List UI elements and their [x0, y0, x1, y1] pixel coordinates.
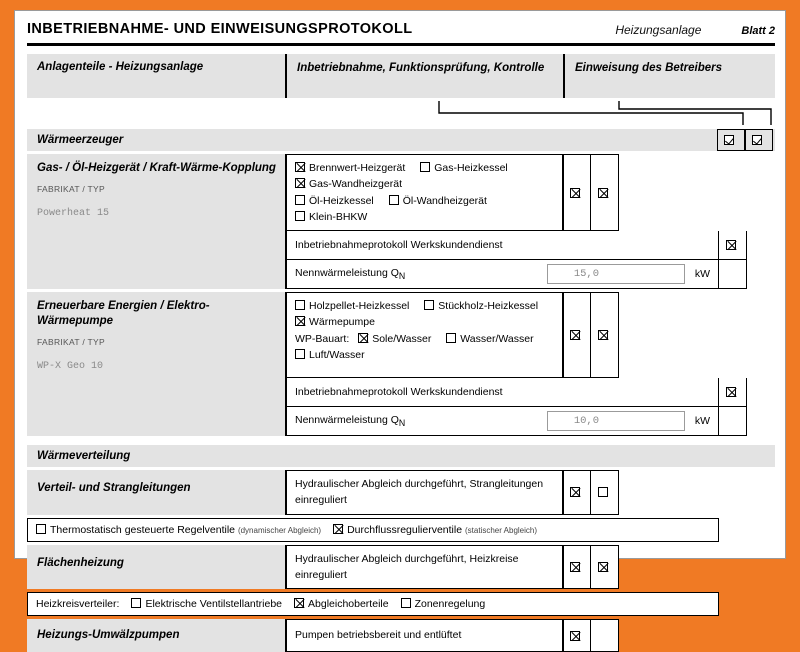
column-header-commissioning: Inbetriebnahme, Funktionsprüfung, Kontrolle [285, 54, 563, 98]
row-label-cell [27, 154, 285, 231]
section-checkbox-commissioning[interactable] [717, 129, 745, 151]
option-durchflussregulierventile[interactable]: Durchflussregulierventile (statischer Abgleich) [333, 524, 537, 536]
row-strangleitungen [27, 470, 775, 515]
nennwaermeleistung-input[interactable]: 15,0 [547, 264, 685, 284]
nennwaermeleistung-checkbox-gas [719, 260, 747, 289]
umwaelzpumpen-text: Pumpen betriebsbereit und entlüftet [285, 619, 563, 652]
subrow-protokoll-wp [285, 378, 719, 407]
section-heading-waermeverteilung [27, 445, 775, 467]
row-label-cell [27, 292, 285, 378]
option-gas-wandheizgeraet[interactable]: Gas-Wandheizgerät [295, 176, 402, 192]
section-title: Wärmeerzeuger [37, 134, 124, 146]
row-label-cell [27, 470, 285, 515]
row-checkbox-commissioning[interactable] [563, 619, 591, 652]
section-checkbox-instruction[interactable] [745, 129, 773, 151]
erneuerbare-subrows [27, 378, 775, 436]
heizkreisverteiler-label: Heizkreisverteiler: [36, 598, 120, 611]
row-label-cell [27, 545, 285, 590]
bracket-connectors [27, 100, 775, 126]
document-header [27, 21, 775, 46]
column-headers [27, 54, 775, 98]
wp-bauart-label: WP-Bauart: [295, 332, 350, 345]
row-label: Verteil- und Strangleitungen [37, 481, 191, 494]
option-klein-bhkw[interactable]: Klein-BHKW [295, 209, 367, 225]
row-gas-oel-heizgeraet [27, 154, 775, 231]
option-gas-heizkessel[interactable]: Gas-Heizkessel [420, 160, 508, 176]
option-oel-wandheizgeraet[interactable]: Öl-Wandheizgerät [389, 193, 487, 209]
row-checkbox-commissioning[interactable] [563, 154, 591, 231]
nennwaermeleistung-unit: kW [694, 414, 710, 427]
row-checkbox-instruction[interactable] [591, 470, 619, 515]
column-header-instruction: Einweisung des Betreibers [563, 54, 775, 98]
nennwaermeleistung-unit: kW [694, 268, 710, 281]
option-oel-heizkessel[interactable]: Öl-Heizkessel [295, 193, 374, 209]
protokoll-label: Inbetriebnahmeprotokoll Werkskundendienst [295, 385, 503, 398]
option-zonenregelung[interactable]: Zonenregelung [401, 598, 486, 610]
fabrikat-label: FABRIKAT / TYP [37, 336, 105, 347]
protokoll-checkbox-wp[interactable] [719, 378, 747, 407]
protokoll-label: Inbetriebnahmeprotokoll Werkskundendienst [295, 239, 503, 252]
row-checkbox-instruction[interactable] [591, 545, 619, 590]
section-title: Wärmeverteilung [37, 449, 131, 462]
row-checkbox-instruction[interactable] [591, 292, 619, 378]
row-checkbox-instruction[interactable] [591, 154, 619, 231]
page-title: INBETRIEBNAHME- UND EINWEISUNGSPROTOKOLL [27, 21, 413, 37]
erneuerbare-options [285, 292, 563, 378]
column-header-parts: Anlagenteile - Heizungsanlage [37, 61, 204, 73]
fabrikat-label: FABRIKAT / TYP [37, 183, 105, 194]
row-checkbox-instruction[interactable] [591, 619, 619, 652]
option-waermepumpe[interactable]: Wärmepumpe [295, 314, 375, 330]
document-body [27, 21, 775, 652]
row-heizkreisverteiler [27, 592, 775, 616]
row-checkbox-commissioning[interactable] [563, 470, 591, 515]
document-page [14, 10, 786, 642]
nennwaermeleistung-checkbox-wp [719, 407, 747, 436]
section-heading-waermeerzeuger [27, 129, 775, 151]
row-label: Heizungs-Umwälzpumpen [37, 629, 180, 642]
heizkreisverteiler-options [27, 592, 719, 616]
nennwaermeleistung-input[interactable]: 10,0 [547, 411, 685, 431]
fabrikat-value: WP-X Geo 10 [37, 360, 104, 372]
option-sole-wasser[interactable]: Sole/Wasser [358, 331, 431, 347]
gas-oel-options [285, 154, 563, 231]
row-label: Gas- / Öl-Heizgerät / Kraft-Wärme-Kopplung [37, 162, 276, 174]
flaechenheizung-text: Hydraulischer Abgleich durchgeführt, Heizkreise einreguliert [285, 545, 563, 590]
regelventile-options [27, 518, 719, 542]
option-holzpellet-heizkessel[interactable]: Holzpellet-Heizkessel [295, 298, 409, 314]
row-label: Erneuerbare Energien / Elektro-Wärmepumpe [37, 300, 210, 327]
option-luft-wasser[interactable]: Luft/Wasser [295, 347, 365, 363]
row-checkbox-commissioning[interactable] [563, 292, 591, 378]
row-umwaelzpumpen [27, 619, 775, 652]
row-label: Flächenheizung [37, 556, 124, 569]
row-checkbox-commissioning[interactable] [563, 545, 591, 590]
row-flaechenheizung [27, 545, 775, 590]
option-stueckholz-heizkessel[interactable]: Stückholz-Heizkessel [424, 298, 538, 314]
row-regelventile [27, 518, 775, 542]
option-thermostatische-regelventile[interactable]: Thermostatisch gesteuerte Regelventile (dynamischer Abgleich) [36, 524, 321, 536]
subrow-nennwaermeleistung-gas [285, 260, 719, 289]
option-brennwert-heizgeraet[interactable]: Brennwert-Heizgerät [295, 160, 405, 176]
nennwaermeleistung-label: Nennwärmeleistung $Q_N$ [295, 267, 406, 282]
option-wasser-wasser[interactable]: Wasser/Wasser [446, 331, 533, 347]
nennwaermeleistung-label: Nennwärmeleistung $Q_N$ [295, 413, 406, 429]
row-erneuerbare-energien [27, 292, 775, 378]
protokoll-checkbox-gas[interactable] [719, 231, 747, 260]
subrow-protokoll-gas [285, 231, 719, 260]
strangleitungen-text: Hydraulischer Abgleich durchgeführt, Strangleitungen einreguliert [285, 470, 563, 515]
fabrikat-value: Powerheat 15 [37, 207, 110, 219]
document-subtitle: Heizungsanlage [615, 23, 702, 37]
subrow-nennwaermeleistung-wp [285, 407, 719, 436]
option-elektrische-ventilstellantriebe[interactable]: Elektrische Ventilstellantriebe [131, 598, 282, 610]
sheet-number: Blatt 2 [741, 25, 775, 37]
option-abgleichoberteile[interactable]: Abgleichoberteile [294, 598, 389, 610]
gas-oel-subrows [27, 231, 775, 289]
row-label-cell [27, 619, 285, 652]
